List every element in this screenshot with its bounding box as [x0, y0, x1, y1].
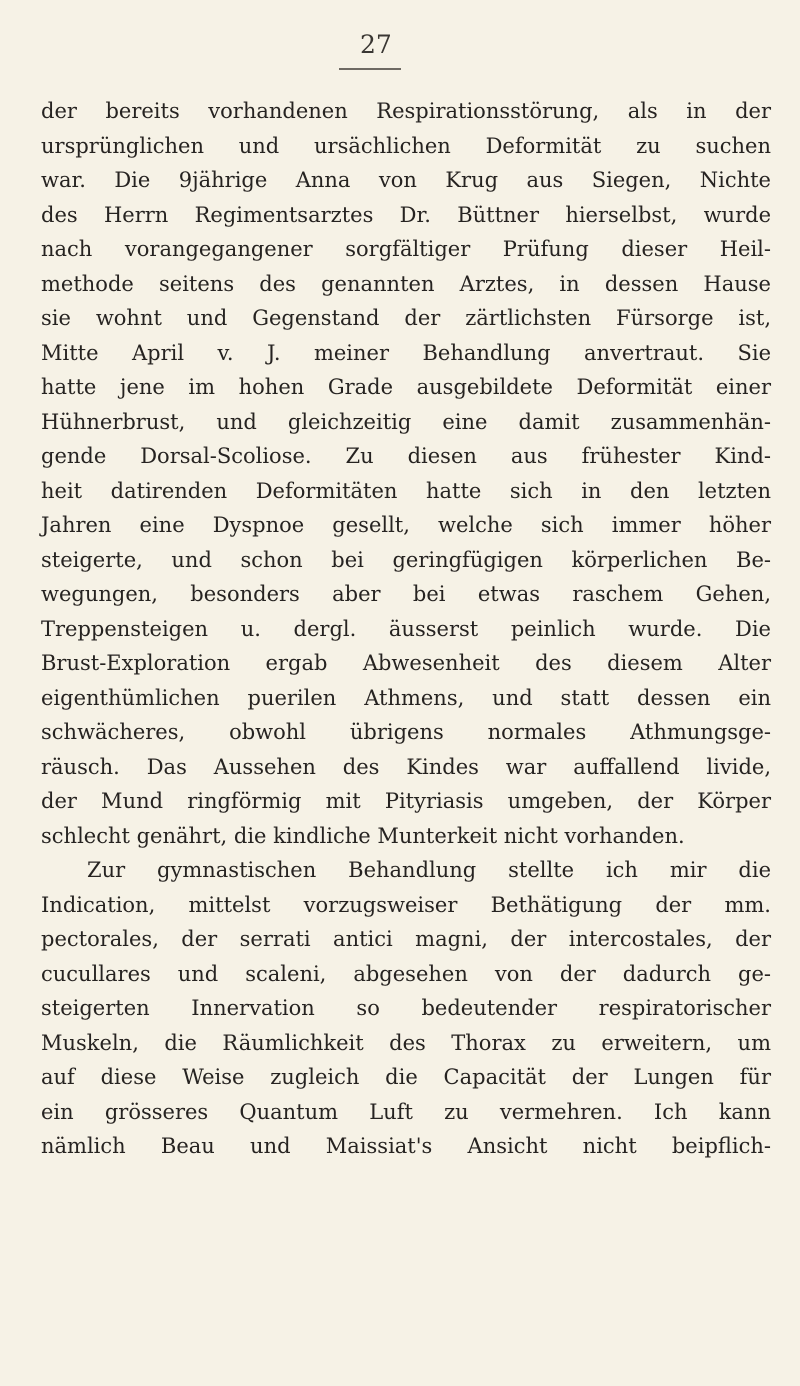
- text-line: hatte jene im hohen Grade ausgebildete Deformität einer: [41, 375, 771, 399]
- text-line: auf diese Weise zugleich die Capacität der Lungen für: [41, 1065, 771, 1089]
- text-line: Muskeln, die Räumlichkeit des Thorax zu erweitern, um: [41, 1030, 771, 1055]
- text-line: pectorales, der serrati antici magni, der intercostales, der: [41, 927, 771, 951]
- text-line: Jahren eine Dyspnoe gesellt, welche sich immer höher: [41, 513, 771, 537]
- text-line: Mitte April v. J. meiner Behandlung anvertraut. Sie: [41, 340, 771, 365]
- text-line: schwächeres, obwohl übrigens normales Athmungsge-: [41, 720, 771, 744]
- text-line: cucullares und scaleni, abgesehen von der dadurch ge-: [41, 961, 771, 986]
- text-line: Treppensteigen u. dergl. äusserst peinlich wurde. Die: [41, 616, 771, 641]
- text-line: der Mund ringförmig mit Pityriasis umgeben, der Körper: [41, 789, 771, 813]
- text-line: steigerten Innervation so bedeutender respiratorischer: [41, 996, 771, 1020]
- text-line: Brust-Exploration ergab Abwesenheit des diesem Alter: [41, 651, 771, 675]
- text-line: der bereits vorhandenen Respirationsstörung, als in der: [41, 99, 771, 123]
- text-line: war. Die 9jährige Anna von Krug aus Siegen, Nichte: [41, 168, 771, 192]
- text-line: des Herrn Regimentsarztes Dr. Büttner hierselbst, wurde: [41, 202, 771, 227]
- text-line: Hühnerbrust, und gleichzeitig eine damit zusammenhän-: [41, 409, 771, 434]
- text-line: Indication, mittelst vorzugsweiser Bethätigung der mm.: [41, 892, 771, 917]
- text-line: Zur gymnastischen Behandlung stellte ich mir die: [87, 858, 771, 882]
- text-line: nach vorangegangener sorgfältiger Prüfung dieser Heil-: [41, 237, 771, 261]
- text-line: nämlich Beau und Maissiat's Ansicht nicht beipflich-: [41, 1134, 771, 1158]
- text-line: sie wohnt und Gegenstand der zärtlichsten Fürsorge ist,: [41, 306, 771, 330]
- text-line: wegungen, besonders aber bei etwas raschem Gehen,: [41, 582, 771, 606]
- text-line: methode seitens des genannten Arztes, in dessen Hause: [41, 271, 771, 296]
- body-text: [41, 94, 771, 1164]
- text-line: gende Dorsal-Scoliose. Zu diesen aus frühester Kind-: [41, 444, 771, 468]
- text-line: ein grösseres Quantum Luft zu vermehren. Ich kann: [41, 1099, 771, 1124]
- text-line: ursprünglichen und ursächlichen Deformität zu suchen: [41, 133, 771, 158]
- header-rule: [339, 68, 401, 70]
- text-line: schlecht genährt, die kindliche Munterkeit nicht vorhanden.: [41, 823, 685, 848]
- page-number: 27: [360, 30, 392, 59]
- text-line: steigerte, und schon bei geringfügigen körperlichen Be-: [41, 547, 771, 572]
- text-line: räusch. Das Aussehen des Kindes war auffallend livide,: [41, 754, 771, 779]
- text-line: eigenthümlichen puerilen Athmens, und statt dessen ein: [41, 685, 771, 710]
- text-line: heit datirenden Deformitäten hatte sich in den letzten: [41, 478, 771, 503]
